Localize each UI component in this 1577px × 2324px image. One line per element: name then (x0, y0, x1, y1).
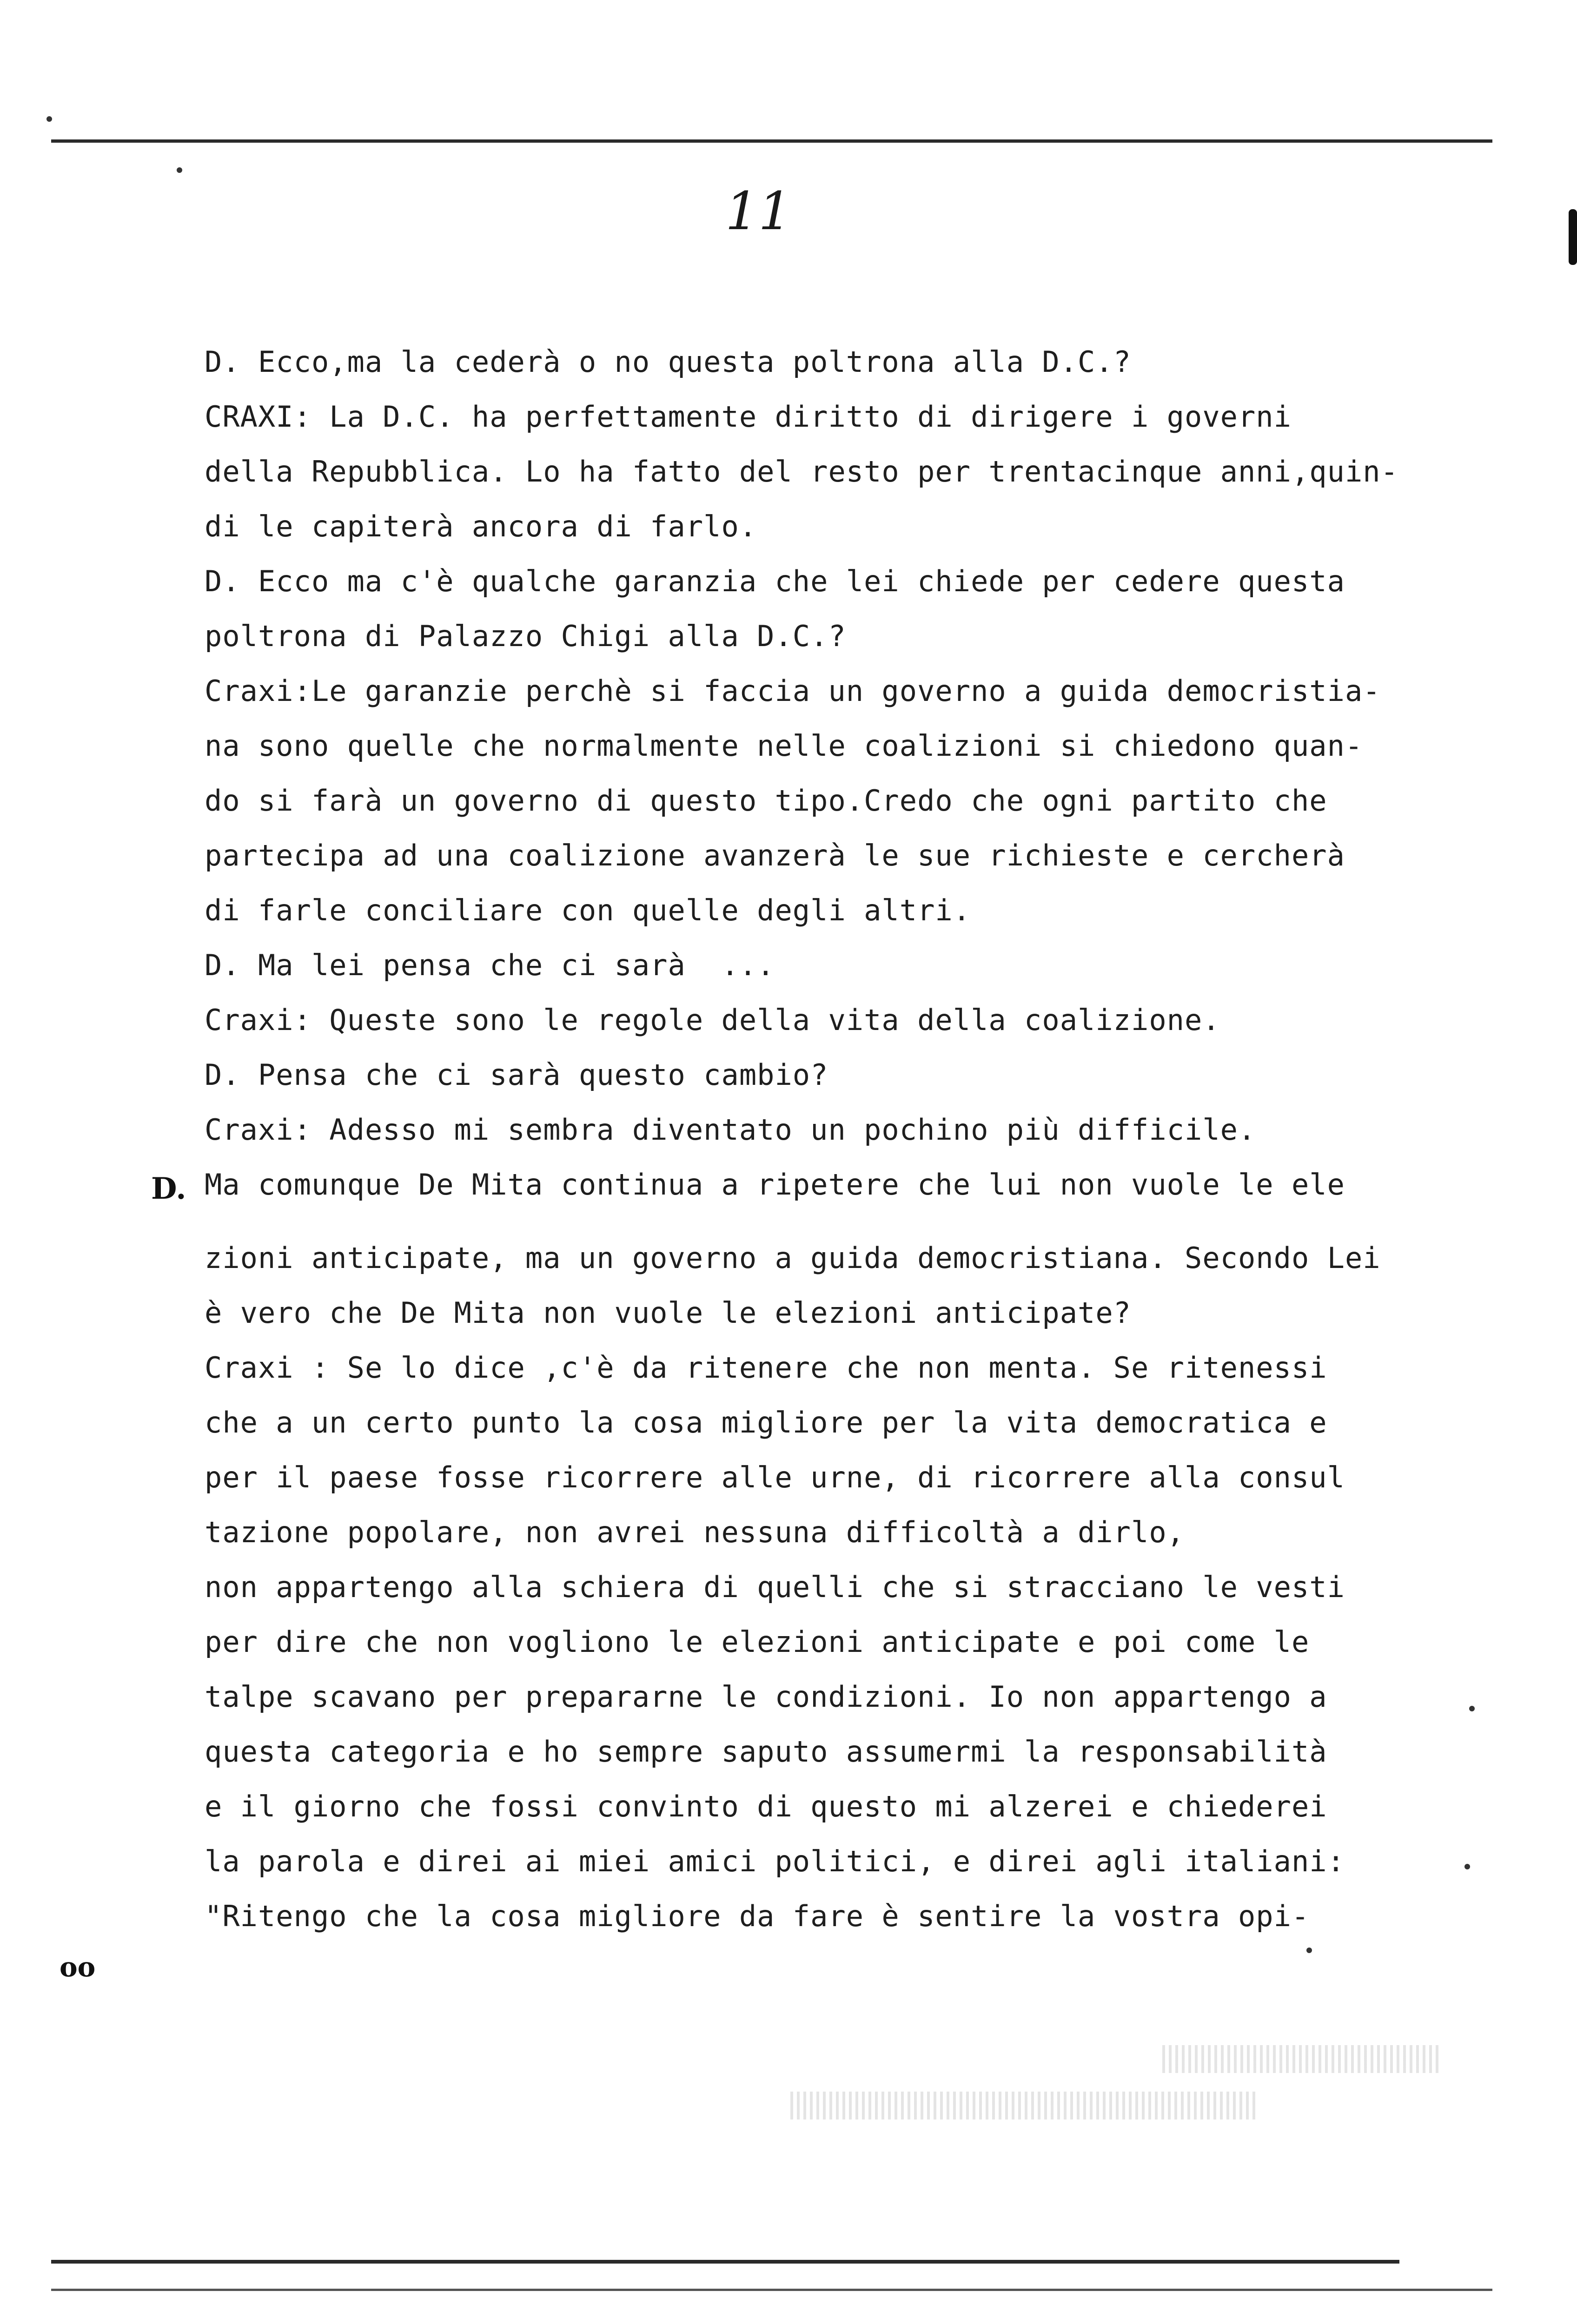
speck (1464, 1864, 1470, 1869)
text-line: do si farà un governo di questo tipo.Credo che ogni partito che (205, 784, 1327, 818)
text-line: della Repubblica. Lo ha fatto del resto per trentacinque anni,quin- (205, 455, 1398, 489)
text-line: Craxi: Adesso mi sembra diventato un pochino più difficile. (205, 1113, 1256, 1147)
text-line: è vero che De Mita non vuole le elezioni anticipate? (205, 1296, 1132, 1330)
text-line: "Ritengo che la cosa migliore da fare è sentire la vostra opi- (205, 1899, 1310, 1933)
scan-noise (1162, 2045, 1441, 2073)
text-line: la parola e direi ai miei amici politici, e direi agli italiani: (205, 1844, 1345, 1878)
speck (46, 116, 52, 122)
text-line: talpe scavano per prepararne le condizioni. Io non appartengo a (205, 1680, 1327, 1714)
text-line: che a un certo punto la cosa migliore per la vita democratica e (205, 1406, 1327, 1439)
text-line: di le capiterà ancora di farlo. (205, 509, 757, 543)
bottom-rule (51, 2260, 1399, 2264)
text-line: non appartengo alla schiera di quelli che si stracciano le vesti (205, 1570, 1345, 1604)
text-line: questa categoria e ho sempre saputo assumermi la responsabilità (205, 1735, 1327, 1769)
speck (1469, 1706, 1475, 1711)
text-line: Craxi:Le garanzie perchè si faccia un governo a guida democristia- (205, 674, 1381, 708)
text-line: poltrona di Palazzo Chigi alla D.C.? (205, 619, 846, 653)
bottom-rule (51, 2289, 1492, 2291)
interview-text (205, 335, 1483, 1944)
text-line: Craxi : Se lo dice ,c'è da ritenere che non menta. Se ritenessi (205, 1351, 1327, 1385)
scan-noise (790, 2092, 1255, 2119)
text-line: D. Ecco,ma la cederà o no questa poltrona alla D.C.? (205, 345, 1132, 379)
text-line: partecipa ad una coalizione avanzerà le sue richieste e cercherà (205, 838, 1345, 872)
text-line: per il paese fosse ricorrere alle urne, di ricorrere alla consul (205, 1460, 1345, 1494)
text-line: e il giorno che fossi convinto di questo mi alzerei e chiederei (205, 1789, 1327, 1823)
margin-mark-d: D. (151, 1171, 186, 1206)
text-line: tazione popolare, non avrei nessuna difficoltà a dirlo, (205, 1515, 1185, 1549)
text-line: per dire che non vogliono le elezioni anticipate e poi come le (205, 1625, 1310, 1659)
text-line: zioni anticipate, ma un governo a guida democristiana. Secondo Lei (205, 1241, 1381, 1275)
text-line: di farle conciliare con quelle degli altri. (205, 893, 971, 927)
text-line: Craxi: Queste sono le regole della vita della coalizione. (205, 1003, 1220, 1037)
top-rule (51, 139, 1492, 143)
text-line: D. Pensa che ci sarà questo cambio? (205, 1058, 828, 1092)
text-line: CRAXI: La D.C. ha perfettamente diritto di dirigere i governi (205, 400, 1292, 434)
text-line: Ma comunque De Mita continua a ripetere che lui non vuole le ele (205, 1168, 1345, 1202)
page-number: 11 (725, 181, 792, 242)
text-line: D. Ecco ma c'è qualche garanzia che lei chiede per cedere questa (205, 564, 1345, 598)
margin-mark-oo: oo (60, 1951, 96, 1983)
edge-mark (1569, 209, 1577, 265)
text-line: na sono quelle che normalmente nelle coalizioni si chiedono quan- (205, 729, 1363, 763)
text-line: D. Ma lei pensa che ci sarà ... (205, 948, 775, 982)
speck (1306, 1948, 1312, 1953)
speck (177, 167, 182, 173)
